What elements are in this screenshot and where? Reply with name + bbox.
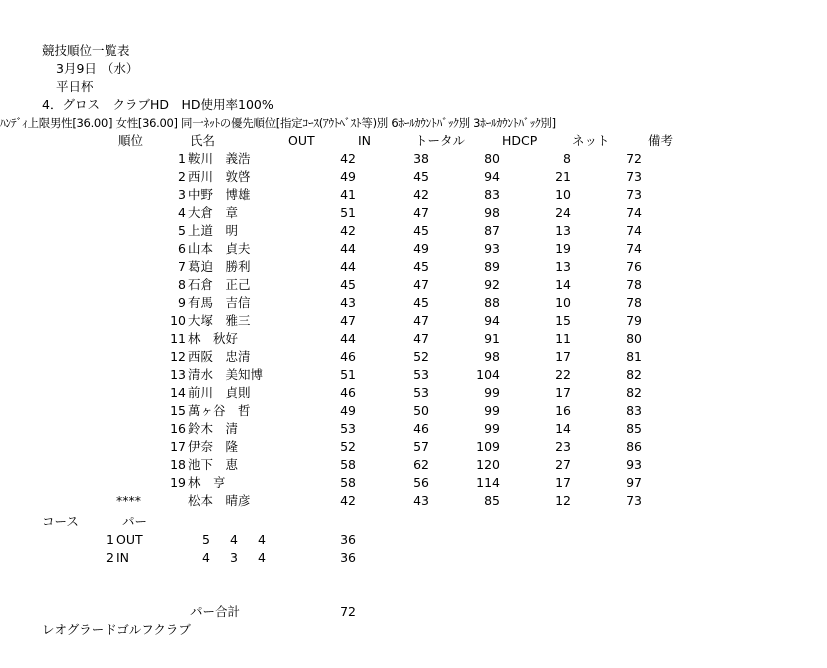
column-rank: 順位 — [118, 133, 144, 148]
total-cell: 94 — [484, 169, 500, 184]
in-cell: 62 — [413, 457, 429, 472]
net-cell: 72 — [626, 151, 642, 166]
total-cell: 93 — [484, 241, 500, 256]
name-cell: 大倉 章 — [188, 205, 239, 220]
total-cell: 92 — [484, 277, 500, 292]
name-cell: 伊奈 隆 — [188, 439, 239, 454]
table-row — [0, 150, 827, 168]
in-cell: 47 — [413, 313, 429, 328]
club-name: レオグラードゴルフクラブ — [42, 622, 191, 637]
total-cell: 99 — [484, 403, 500, 418]
column-total: トータル — [415, 133, 466, 148]
out-cell: 47 — [340, 313, 356, 328]
hdcp-cell: 17 — [555, 385, 571, 400]
name-cell: 山本 貞夫 — [188, 241, 251, 256]
column-hdcp: HDCP — [502, 133, 538, 148]
out-cell: 58 — [340, 457, 356, 472]
name-cell: 西川 敦啓 — [188, 169, 251, 184]
net-cell: 78 — [626, 277, 642, 292]
rank-cell: 5 — [178, 223, 186, 238]
column-name: 氏名 — [190, 133, 216, 148]
table-row — [0, 294, 827, 312]
rank-cell: 19 — [170, 475, 186, 490]
total-cell: 91 — [484, 331, 500, 346]
in-cell: 38 — [413, 151, 429, 166]
name-cell: 有馬 吉信 — [188, 295, 251, 310]
name-cell: 鞍川 義浩 — [188, 151, 251, 166]
in-cell: 57 — [413, 439, 429, 454]
net-cell: 73 — [626, 493, 642, 508]
in-cell: 49 — [413, 241, 429, 256]
hdcp-cell: 17 — [555, 349, 571, 364]
hdcp-cell: 13 — [555, 259, 571, 274]
table-row — [0, 204, 827, 222]
out-cell: 41 — [340, 187, 356, 202]
name-cell: 鈴木 清 — [188, 421, 239, 436]
par-total-label: パー合計 — [190, 604, 241, 619]
net-cell: 81 — [626, 349, 642, 364]
total-cell: 109 — [476, 439, 500, 454]
net-cell: 74 — [626, 205, 642, 220]
par-value: 4 — [230, 532, 238, 547]
course-row-out — [0, 531, 827, 549]
in-cell: 42 — [413, 187, 429, 202]
rank-cell: **** — [116, 493, 141, 508]
table-row — [0, 258, 827, 276]
out-cell: 51 — [340, 367, 356, 382]
event-date: 3月9日 （水） — [56, 61, 139, 76]
out-cell: 53 — [340, 421, 356, 436]
out-cell: 52 — [340, 439, 356, 454]
total-cell: 98 — [484, 205, 500, 220]
table-row — [0, 222, 827, 240]
par-sum: 36 — [340, 532, 356, 547]
out-cell: 44 — [340, 241, 356, 256]
rank-cell: 9 — [178, 295, 186, 310]
in-cell: 47 — [413, 205, 429, 220]
out-cell: 42 — [340, 493, 356, 508]
total-cell: 94 — [484, 313, 500, 328]
total-cell: 120 — [476, 457, 500, 472]
event-name: 平日杯 — [56, 79, 94, 94]
total-cell: 87 — [484, 223, 500, 238]
par-value: 4 — [258, 532, 266, 547]
hdcp-cell: 23 — [555, 439, 571, 454]
course-number: 2 — [106, 550, 114, 565]
net-cell: 74 — [626, 223, 642, 238]
table-row-unranked — [0, 492, 827, 510]
column-out: OUT — [288, 133, 315, 148]
total-cell: 99 — [484, 421, 500, 436]
hdcp-cell: 21 — [555, 169, 571, 184]
rank-cell: 18 — [170, 457, 186, 472]
table-row — [0, 420, 827, 438]
course-number: 1 — [106, 532, 114, 547]
out-cell: 49 — [340, 403, 356, 418]
net-cell: 82 — [626, 385, 642, 400]
hdcp-cell: 14 — [555, 421, 571, 436]
net-cell: 97 — [626, 475, 642, 490]
hdcp-cell: 11 — [555, 331, 571, 346]
document-title: 競技順位一覧表 — [42, 43, 130, 58]
in-cell: 52 — [413, 349, 429, 364]
name-cell: 池下 恵 — [188, 457, 239, 472]
par-value: 4 — [202, 550, 210, 565]
total-cell: 104 — [476, 367, 500, 382]
hdcp-cell: 15 — [555, 313, 571, 328]
table-row — [0, 402, 827, 420]
net-cell: 79 — [626, 313, 642, 328]
net-cell: 85 — [626, 421, 642, 436]
hdcp-cell: 13 — [555, 223, 571, 238]
hdcp-cell: 19 — [555, 241, 571, 256]
net-cell: 73 — [626, 187, 642, 202]
name-cell: 松本 晴彦 — [188, 493, 251, 508]
par-sum: 36 — [340, 550, 356, 565]
rank-cell: 10 — [170, 313, 186, 328]
out-cell: 44 — [340, 259, 356, 274]
hdcp-cell: 17 — [555, 475, 571, 490]
in-cell: 45 — [413, 295, 429, 310]
name-cell: 石倉 正己 — [188, 277, 251, 292]
name-cell: 西阪 忠清 — [188, 349, 251, 364]
total-cell: 83 — [484, 187, 500, 202]
net-cell: 73 — [626, 169, 642, 184]
handicap-rule-line: ﾊﾝﾃﾞｨ上限男性[36.00] 女性[36.00] 同一ﾈｯﾄの優先順位[指定ｺｰｽ(ｱｳﾄﾍﾞｽﾄ等)別 6ﾎｰﾙｶｳﾝﾄﾊﾞｯｸ別 3ﾎｰﾙｶｳﾝﾄﾊﾞｯｸ別] — [0, 116, 556, 130]
in-cell: 45 — [413, 169, 429, 184]
rank-cell: 4 — [178, 205, 186, 220]
out-cell: 58 — [340, 475, 356, 490]
column-note: 備考 — [648, 133, 674, 148]
hdcp-cell: 16 — [555, 403, 571, 418]
rank-cell: 7 — [178, 259, 186, 274]
name-cell: 萬ヶ谷 哲 — [188, 403, 251, 418]
hdcp-cell: 8 — [563, 151, 571, 166]
column-in: IN — [358, 133, 372, 148]
par-value: 4 — [258, 550, 266, 565]
net-cell: 76 — [626, 259, 642, 274]
name-cell: 前川 貞則 — [188, 385, 251, 400]
hdcp-cell: 10 — [555, 295, 571, 310]
total-cell: 98 — [484, 349, 500, 364]
name-cell: 清水 美知博 — [188, 367, 264, 382]
total-cell: 88 — [484, 295, 500, 310]
rank-cell: 1 — [178, 151, 186, 166]
out-cell: 42 — [340, 151, 356, 166]
in-cell: 46 — [413, 421, 429, 436]
net-cell: 74 — [626, 241, 642, 256]
total-cell: 80 — [484, 151, 500, 166]
name-cell: 林 秋好 — [188, 331, 239, 346]
table-row — [0, 384, 827, 402]
course-name: IN — [116, 550, 130, 565]
table-row — [0, 438, 827, 456]
name-cell: 大塚 雅三 — [188, 313, 251, 328]
out-cell: 49 — [340, 169, 356, 184]
hdcp-cell: 22 — [555, 367, 571, 382]
course-row-in — [0, 549, 827, 567]
name-cell: 葛迫 勝利 — [188, 259, 251, 274]
in-cell: 45 — [413, 223, 429, 238]
out-cell: 46 — [340, 349, 356, 364]
par-value: 5 — [202, 532, 210, 547]
rank-cell: 8 — [178, 277, 186, 292]
par-label: パー — [122, 514, 148, 529]
in-cell: 53 — [413, 367, 429, 382]
hdcp-cell: 24 — [555, 205, 571, 220]
rank-cell: 14 — [170, 385, 186, 400]
total-cell: 85 — [484, 493, 500, 508]
net-cell: 83 — [626, 403, 642, 418]
rank-cell: 11 — [170, 331, 186, 346]
out-cell: 45 — [340, 277, 356, 292]
course-name: OUT — [116, 532, 143, 547]
table-row — [0, 348, 827, 366]
hdcp-cell: 10 — [555, 187, 571, 202]
total-cell: 89 — [484, 259, 500, 274]
net-cell: 82 — [626, 367, 642, 382]
rank-cell: 3 — [178, 187, 186, 202]
rank-cell: 15 — [170, 403, 186, 418]
column-net: ネット — [572, 133, 610, 148]
par-value: 3 — [230, 550, 238, 565]
table-row — [0, 456, 827, 474]
table-row — [0, 474, 827, 492]
in-cell: 50 — [413, 403, 429, 418]
total-cell: 114 — [476, 475, 500, 490]
par-total-value: 72 — [340, 604, 356, 619]
hdcp-cell: 14 — [555, 277, 571, 292]
table-row — [0, 186, 827, 204]
out-cell: 44 — [340, 331, 356, 346]
name-cell: 中野 博雄 — [188, 187, 251, 202]
hdcp-cell: 12 — [555, 493, 571, 508]
in-cell: 43 — [413, 493, 429, 508]
table-row — [0, 276, 827, 294]
net-cell: 80 — [626, 331, 642, 346]
table-row — [0, 168, 827, 186]
in-cell: 45 — [413, 259, 429, 274]
out-cell: 46 — [340, 385, 356, 400]
column-header-row — [0, 132, 827, 150]
net-cell: 93 — [626, 457, 642, 472]
course-label: コース — [42, 514, 79, 529]
hdcp-cell: 27 — [555, 457, 571, 472]
table-row — [0, 312, 827, 330]
rank-cell: 12 — [170, 349, 186, 364]
rank-cell: 6 — [178, 241, 186, 256]
out-cell: 51 — [340, 205, 356, 220]
rank-cell: 17 — [170, 439, 186, 454]
rank-cell: 13 — [170, 367, 186, 382]
out-cell: 42 — [340, 223, 356, 238]
in-cell: 56 — [413, 475, 429, 490]
net-cell: 86 — [626, 439, 642, 454]
out-cell: 43 — [340, 295, 356, 310]
in-cell: 53 — [413, 385, 429, 400]
par-total-row — [0, 603, 827, 621]
rank-cell: 2 — [178, 169, 186, 184]
net-cell: 78 — [626, 295, 642, 310]
name-cell: 林 亨 — [188, 475, 226, 490]
table-row — [0, 330, 827, 348]
in-cell: 47 — [413, 277, 429, 292]
rank-cell: 16 — [170, 421, 186, 436]
table-row — [0, 366, 827, 384]
table-row — [0, 240, 827, 258]
in-cell: 47 — [413, 331, 429, 346]
total-cell: 99 — [484, 385, 500, 400]
format-line: 4．グロス クラブHD HD使用率100% — [42, 97, 274, 112]
name-cell: 上道 明 — [188, 223, 239, 238]
